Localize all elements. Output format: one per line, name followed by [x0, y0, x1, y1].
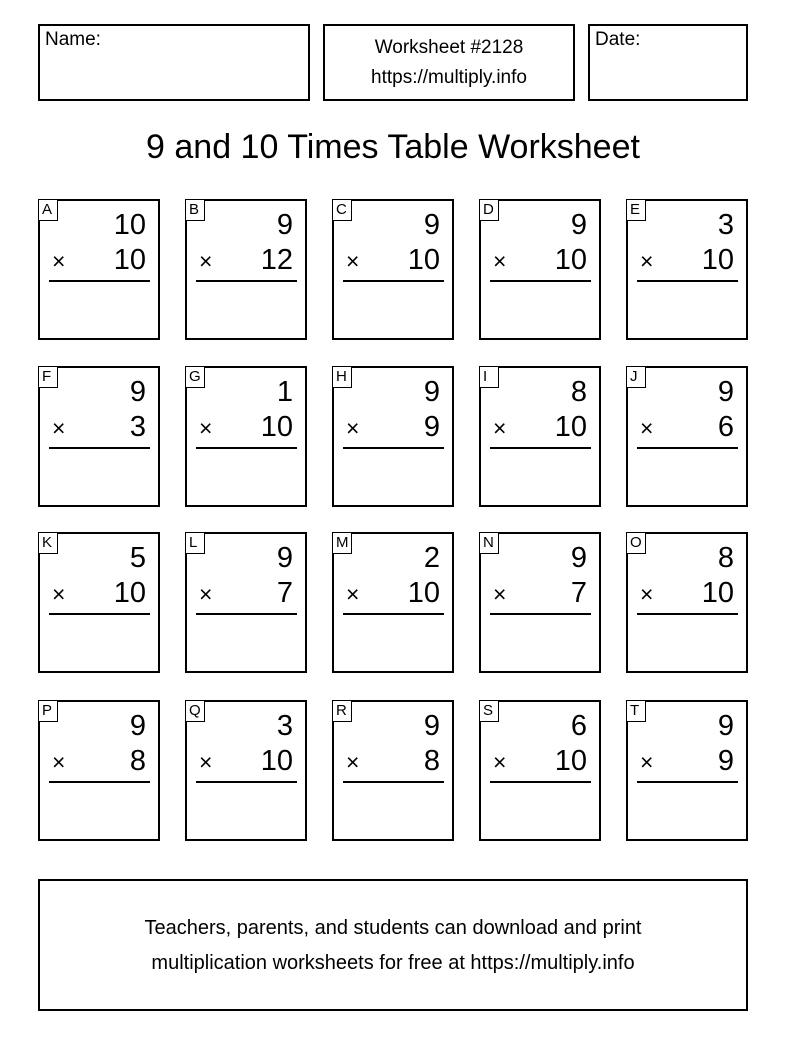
problem-card — [38, 532, 160, 673]
times-icon: × — [346, 415, 360, 441]
times-icon: × — [640, 749, 654, 775]
problem-label: F — [38, 366, 58, 388]
times-icon: × — [346, 248, 360, 274]
answer-line — [343, 447, 444, 449]
answer-line — [637, 613, 738, 615]
problem-multiplicand: 8 — [717, 542, 734, 574]
problem-card — [38, 199, 160, 340]
problem-multiplicand: 8 — [570, 376, 587, 408]
problem-card — [185, 700, 307, 841]
name-field-box[interactable] — [38, 24, 310, 101]
problem-multiplier: 8 — [423, 745, 440, 777]
times-icon: × — [640, 248, 654, 274]
problem-label: C — [332, 199, 352, 221]
answer-line — [343, 781, 444, 783]
problem-card — [479, 199, 601, 340]
answer-line — [343, 280, 444, 282]
problem-label: A — [38, 199, 58, 221]
problem-label: M — [332, 532, 352, 554]
problem-label: R — [332, 700, 352, 722]
problem-card — [626, 366, 748, 507]
problem-multiplicand: 9 — [570, 209, 587, 241]
answer-line — [490, 447, 591, 449]
problem-multiplier: 9 — [423, 411, 440, 443]
page-title: 9 and 10 Times Table Worksheet — [146, 128, 640, 166]
times-icon: × — [493, 248, 507, 274]
worksheet-url: https://multiply.info — [371, 67, 527, 88]
problem-multiplicand: 9 — [129, 376, 146, 408]
footer-text-line-2: multiplication worksheets for free at https://multiply.info — [151, 952, 635, 974]
times-icon: × — [52, 749, 66, 775]
problem-multiplicand: 1 — [276, 376, 293, 408]
problem-card — [626, 700, 748, 841]
problem-multiplicand: 3 — [717, 209, 734, 241]
problem-multiplicand: 9 — [423, 209, 440, 241]
problem-multiplier: 7 — [570, 577, 587, 609]
problem-label: G — [185, 366, 205, 388]
problem-label: D — [479, 199, 499, 221]
problem-multiplier: 10 — [113, 577, 146, 609]
answer-line — [637, 447, 738, 449]
times-icon: × — [346, 581, 360, 607]
problem-multiplier: 10 — [407, 577, 440, 609]
answer-line — [196, 280, 297, 282]
times-icon: × — [640, 581, 654, 607]
date-label: Date: — [595, 29, 641, 50]
problem-label: S — [479, 700, 499, 722]
problem-label: Q — [185, 700, 205, 722]
answer-line — [490, 613, 591, 615]
times-icon: × — [493, 749, 507, 775]
footer-box — [38, 879, 748, 1011]
answer-line — [49, 613, 150, 615]
problem-card — [479, 532, 601, 673]
problem-multiplier: 10 — [554, 745, 587, 777]
problem-multiplicand: 9 — [717, 376, 734, 408]
problem-card — [479, 700, 601, 841]
problem-multiplicand: 6 — [570, 710, 587, 742]
problem-label: B — [185, 199, 205, 221]
problem-card — [626, 532, 748, 673]
problem-label: K — [38, 532, 58, 554]
problem-label: N — [479, 532, 499, 554]
problem-multiplier: 3 — [129, 411, 146, 443]
problem-multiplier: 10 — [701, 244, 734, 276]
problem-card — [38, 700, 160, 841]
problem-multiplier: 10 — [113, 244, 146, 276]
problem-multiplier: 10 — [554, 244, 587, 276]
problem-multiplier: 6 — [717, 411, 734, 443]
answer-line — [196, 613, 297, 615]
problem-multiplicand: 9 — [129, 710, 146, 742]
date-field-box[interactable] — [588, 24, 748, 101]
problem-label: E — [626, 199, 646, 221]
times-icon: × — [52, 415, 66, 441]
problem-multiplier: 10 — [260, 411, 293, 443]
footer-text-line-1: Teachers, parents, and students can download and print — [144, 917, 642, 939]
times-icon: × — [493, 415, 507, 441]
problem-card — [185, 532, 307, 673]
problem-multiplier: 10 — [701, 577, 734, 609]
problem-card — [479, 366, 601, 507]
answer-line — [343, 613, 444, 615]
problem-card — [626, 199, 748, 340]
problem-label: H — [332, 366, 352, 388]
times-icon: × — [199, 415, 213, 441]
answer-line — [637, 781, 738, 783]
problem-multiplier: 9 — [717, 745, 734, 777]
problem-card — [185, 199, 307, 340]
problem-label: P — [38, 700, 58, 722]
problem-multiplier: 10 — [554, 411, 587, 443]
problem-multiplier: 12 — [260, 244, 293, 276]
problem-multiplicand: 9 — [276, 209, 293, 241]
problem-card — [332, 532, 454, 673]
answer-line — [490, 280, 591, 282]
times-icon: × — [52, 248, 66, 274]
problem-multiplicand: 10 — [113, 209, 146, 241]
problem-multiplier: 7 — [276, 577, 293, 609]
name-label: Name: — [45, 29, 101, 50]
answer-line — [490, 781, 591, 783]
problem-label: T — [626, 700, 646, 722]
problem-card — [332, 199, 454, 340]
problem-label: I — [479, 366, 499, 388]
answer-line — [196, 781, 297, 783]
worksheet-number: Worksheet #2128 — [374, 37, 524, 58]
problem-label: O — [626, 532, 646, 554]
problem-label: L — [185, 532, 205, 554]
answer-line — [49, 781, 150, 783]
problem-multiplicand: 9 — [423, 376, 440, 408]
problem-card — [38, 366, 160, 507]
problem-label: J — [626, 366, 646, 388]
problem-multiplicand: 3 — [276, 710, 293, 742]
problem-multiplicand: 9 — [717, 710, 734, 742]
problem-multiplicand: 5 — [129, 542, 146, 574]
times-icon: × — [199, 749, 213, 775]
problem-multiplicand: 9 — [276, 542, 293, 574]
times-icon: × — [52, 581, 66, 607]
problem-card — [332, 366, 454, 507]
problem-multiplier: 8 — [129, 745, 146, 777]
times-icon: × — [346, 749, 360, 775]
answer-line — [196, 447, 297, 449]
problem-multiplier: 10 — [407, 244, 440, 276]
answer-line — [49, 280, 150, 282]
problem-card — [185, 366, 307, 507]
worksheet-info-box — [323, 24, 575, 101]
answer-line — [49, 447, 150, 449]
problem-multiplier: 10 — [260, 745, 293, 777]
times-icon: × — [199, 581, 213, 607]
problem-multiplicand: 2 — [423, 542, 440, 574]
times-icon: × — [199, 248, 213, 274]
problem-multiplicand: 9 — [570, 542, 587, 574]
times-icon: × — [640, 415, 654, 441]
problem-card — [332, 700, 454, 841]
times-icon: × — [493, 581, 507, 607]
answer-line — [637, 280, 738, 282]
problem-multiplicand: 9 — [423, 710, 440, 742]
